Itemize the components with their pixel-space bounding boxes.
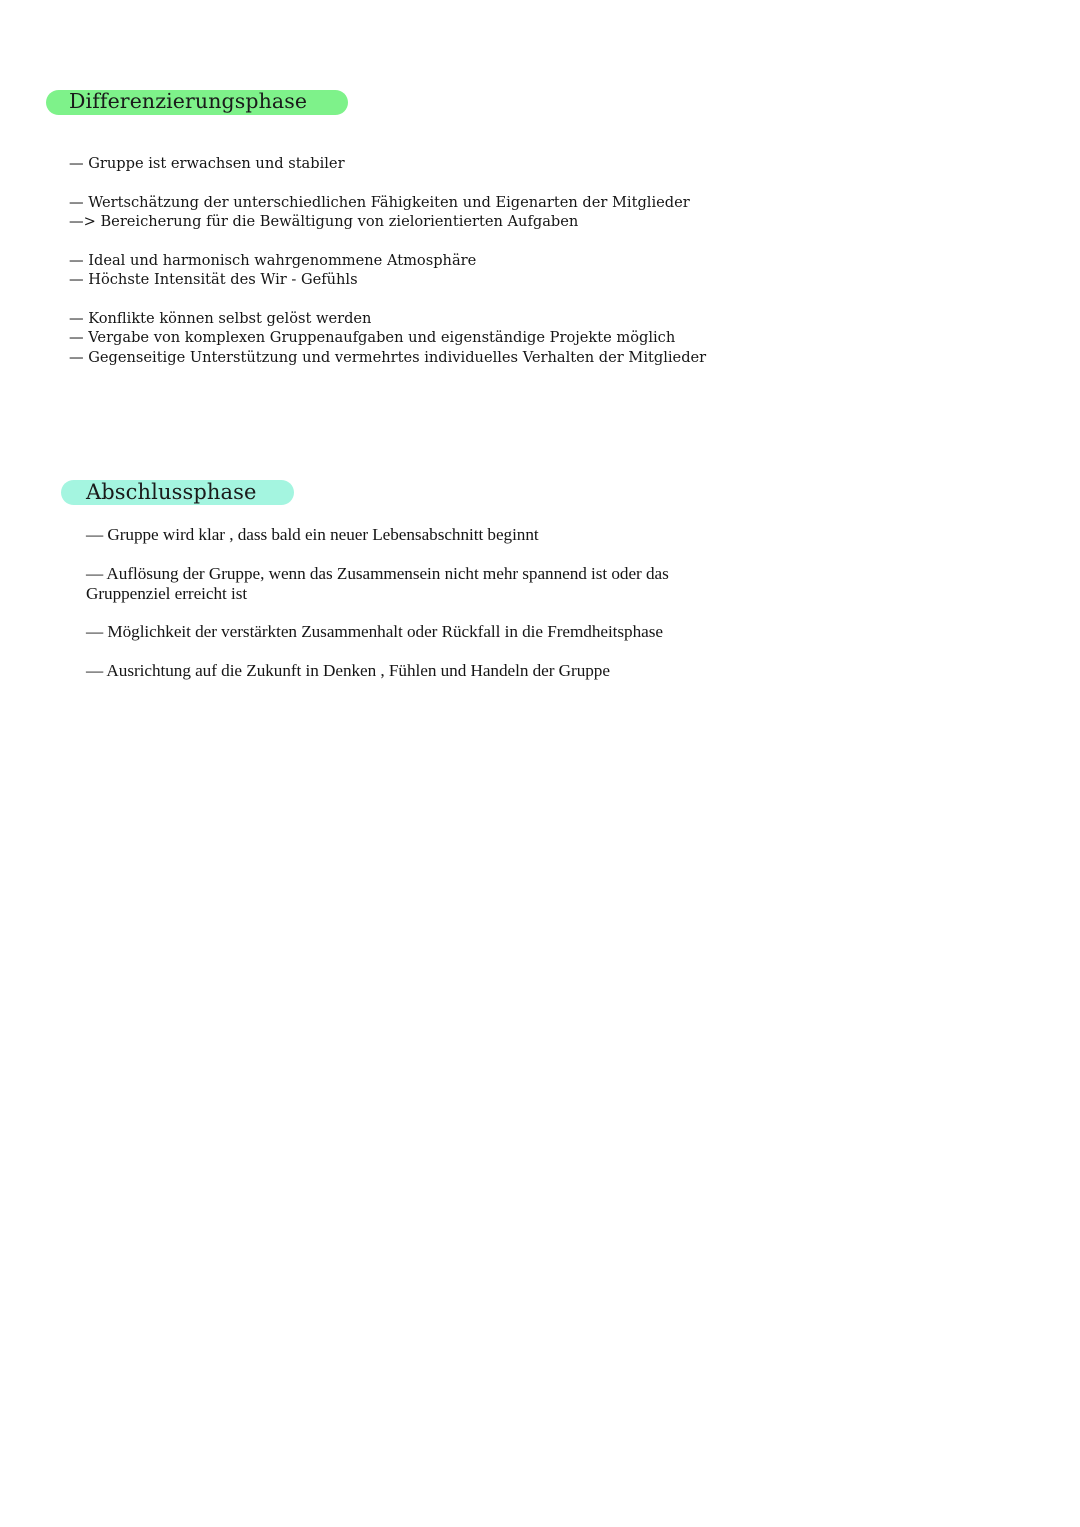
bullet-line: — Auflösung der Gruppe, wenn das Zusammensein nicht mehr spannend ist oder das: [86, 564, 669, 583]
bullet-line: — Gruppe ist erwachsen und stabiler: [69, 155, 345, 172]
bullet-line: — Höchste Intensität des Wir - Gefühls: [69, 271, 358, 288]
bullet-line: — Gegenseitige Unterstützung und vermehrtes individuelles Verhalten der Mitglieder: [69, 349, 707, 366]
bullet-line: — Wertschätzung der unterschiedlichen Fähigkeiten und Eigenarten der Mitglieder: [69, 194, 690, 211]
arrow-line: —> Bereicherung für die Bewältigung von zielorientierten Aufgaben: [69, 213, 579, 230]
bullet-line: — Möglichkeit der verstärkten Zusammenhalt oder Rückfall in die Fremdheitsphase: [86, 622, 663, 641]
section-heading: Differenzierungsphase: [69, 89, 308, 113]
bullet-line: — Konflikte können selbst gelöst werden: [69, 310, 372, 327]
bullet-line: — Vergabe von komplexen Gruppenaufgaben und eigenständige Projekte möglich: [69, 329, 676, 346]
section-heading: Abschlussphase: [86, 480, 257, 504]
bullet-line-continuation: Gruppenziel erreicht ist: [86, 584, 248, 603]
bullet-line: — Ausrichtung auf die Zukunft in Denken , Fühlen und Handeln der Gruppe: [86, 661, 610, 680]
bullet-line: — Ideal und harmonisch wahrgenommene Atmosphäre: [69, 252, 477, 269]
bullet-line: — Gruppe wird klar , dass bald ein neuer Lebensabschnitt beginnt: [86, 525, 539, 544]
